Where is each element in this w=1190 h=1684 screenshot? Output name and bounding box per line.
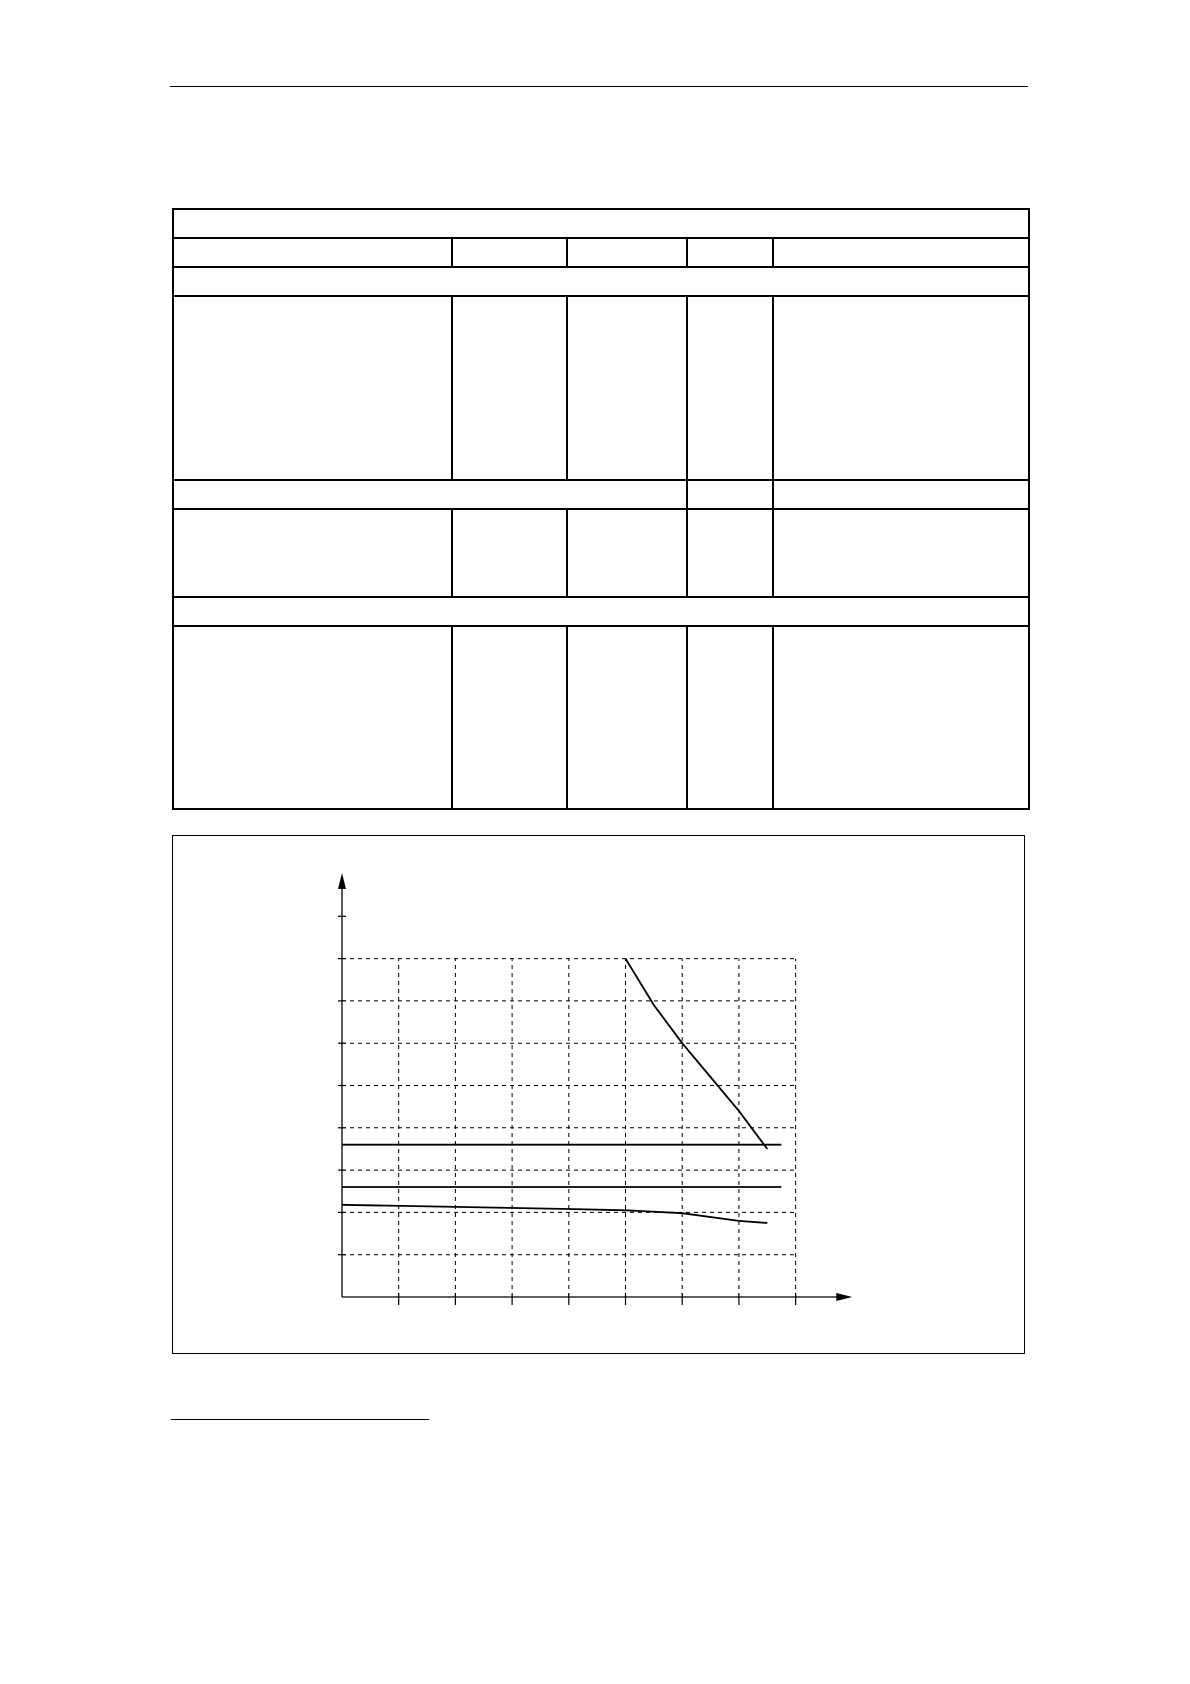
section-row bbox=[173, 480, 1029, 509]
section-label bbox=[173, 597, 1029, 626]
table-cell bbox=[173, 296, 452, 480]
chart-frame bbox=[172, 835, 1025, 1354]
header-cell bbox=[452, 238, 567, 267]
series-line-1 bbox=[626, 959, 768, 1149]
table-row bbox=[173, 626, 1029, 809]
table-title-row bbox=[173, 209, 1029, 238]
table-cell bbox=[687, 296, 772, 480]
table-cell bbox=[452, 509, 567, 597]
table-cell bbox=[567, 296, 688, 480]
table-row bbox=[173, 509, 1029, 597]
table-cell bbox=[567, 509, 688, 597]
header-cell bbox=[173, 238, 452, 267]
x-axis-arrow bbox=[836, 1293, 852, 1301]
section-row bbox=[173, 597, 1029, 626]
table-header-row bbox=[173, 238, 1029, 267]
chart-grid bbox=[342, 959, 796, 1297]
series-line-4 bbox=[342, 1205, 767, 1223]
specification-table bbox=[172, 208, 1030, 810]
table-cell bbox=[687, 509, 772, 597]
section-row bbox=[173, 267, 1029, 296]
chart-series bbox=[342, 959, 781, 1223]
table-cell bbox=[773, 626, 1029, 809]
y-axis-arrow bbox=[338, 873, 346, 889]
footnote-rule bbox=[171, 1419, 429, 1420]
table-cell bbox=[687, 480, 772, 509]
section-label bbox=[173, 480, 687, 509]
line-chart bbox=[173, 836, 1026, 1355]
table-cell bbox=[452, 296, 567, 480]
table-cell bbox=[773, 480, 1029, 509]
header-cell bbox=[687, 238, 772, 267]
header-cell bbox=[773, 238, 1029, 267]
table-row bbox=[173, 296, 1029, 480]
page-header-rule bbox=[170, 86, 1028, 87]
section-label bbox=[173, 267, 1029, 296]
table-cell bbox=[173, 509, 452, 597]
table-cell bbox=[773, 509, 1029, 597]
table-cell bbox=[452, 626, 567, 809]
table-title bbox=[173, 209, 1029, 238]
table-cell bbox=[173, 626, 452, 809]
header-cell bbox=[567, 238, 688, 267]
chart-axes bbox=[338, 873, 852, 1305]
table-cell bbox=[687, 626, 772, 809]
table-cell bbox=[773, 296, 1029, 480]
table-cell bbox=[567, 626, 688, 809]
